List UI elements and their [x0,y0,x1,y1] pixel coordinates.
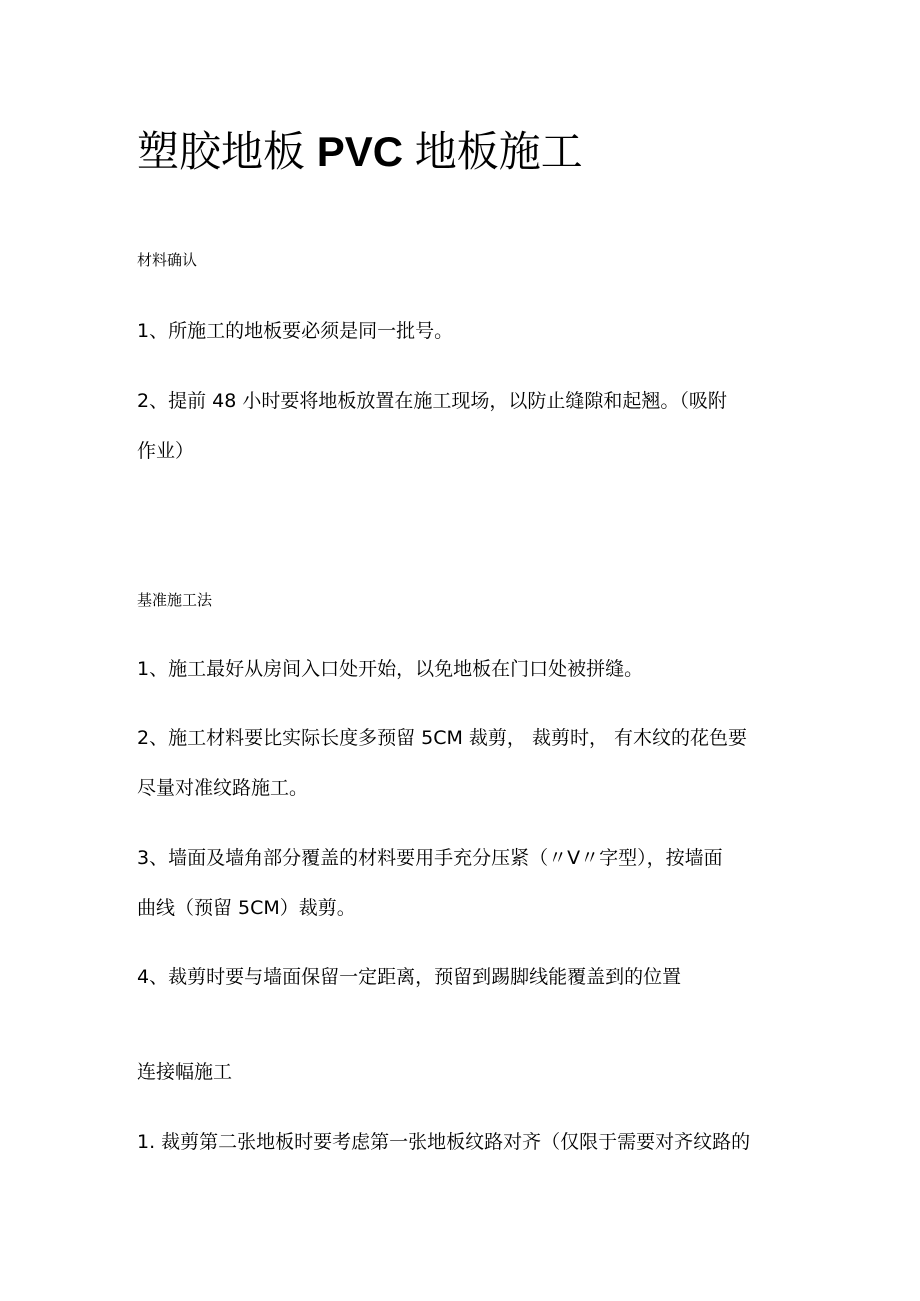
paragraph-line: 2、施工材料要比实际长度多预留 5CM 裁剪， 裁剪时， 有木纹的花色要 [137,727,747,749]
paragraph-line: 3、墙面及墙角部分覆盖的材料要用手充分压紧（〃V〃字型），按墙面 [137,847,723,869]
title-cjk-part-1: 塑胶地板 [137,127,306,176]
paragraph-line: 1、所施工的地板要必须是同一批号。 [137,320,454,342]
paragraph-line: 曲线（预留 5CM）裁剪。 [137,897,356,919]
title-latin-part: PVC [316,128,404,175]
paragraph-line: 尽量对准纹路施工。 [137,777,309,799]
section-heading-seam-construction: 连接幅施工 [137,1061,233,1083]
paragraph-line: 1. 裁剪第二张地板时要考虑第一张地板纹路对齐（仅限于需要对齐纹路的 [137,1131,751,1153]
paragraph-line: 4、裁剪时要与墙面保留一定距离，预留到踢脚线能覆盖到的位置 [137,966,682,988]
section-heading-standard-method: 基准施工法 [137,591,213,609]
document-title [137,122,583,182]
paragraph-line: 2、提前 48 小时要将地板放置在施工现场，以防止缝隙和起翘。（吸附 [137,390,727,412]
paragraph-line: 作业） [137,440,195,462]
paragraph-line: 1、施工最好从房间入口处开始，以免地板在门口处被拼缝。 [137,658,644,680]
section-heading-material-check: 材料确认 [137,251,198,269]
title-cjk-part-2: 地板施工 [414,127,583,176]
